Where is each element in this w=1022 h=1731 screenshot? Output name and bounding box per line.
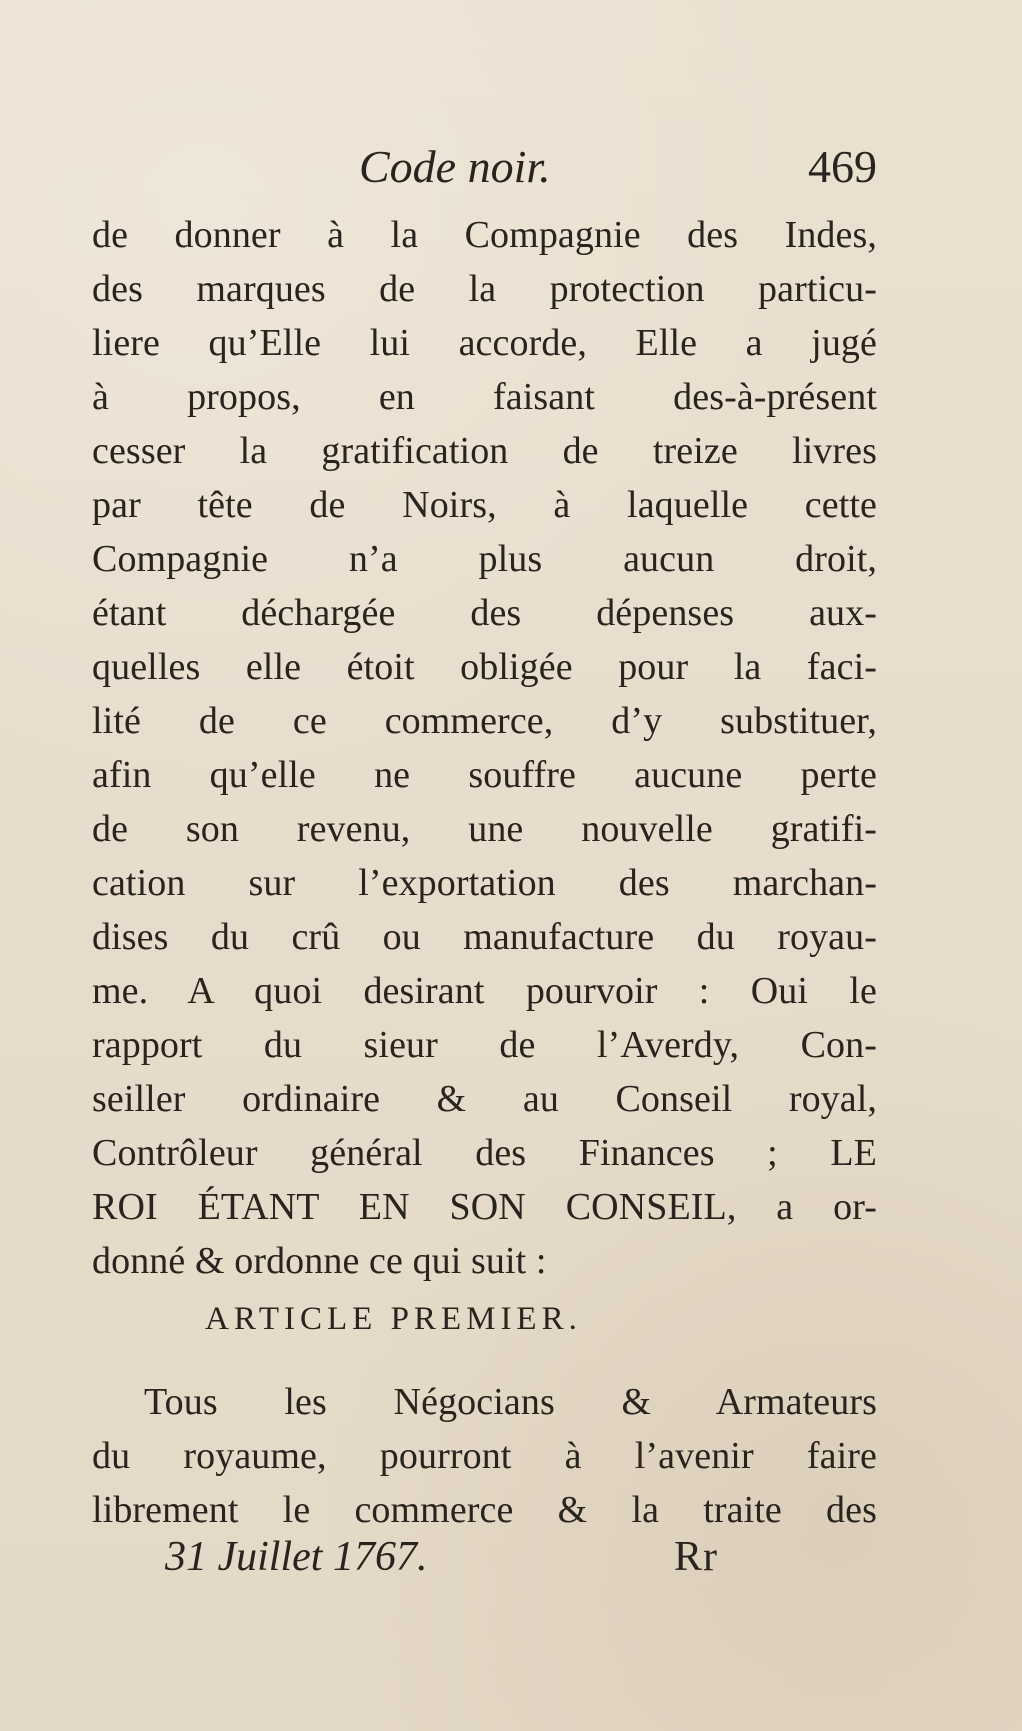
body-text <box>92 208 877 1288</box>
text-line: par tête de Noirs, à laquelle cette <box>92 484 877 526</box>
running-title: Code noir. <box>359 141 551 192</box>
running-head <box>92 140 877 200</box>
text-line: dises du crû ou manufacture du royau- <box>92 916 877 958</box>
article-text <box>92 1375 877 1537</box>
text-line: quelles elle étoit obligée pour la faci- <box>92 646 877 688</box>
article-line: librement le commerce & la traite des <box>92 1489 877 1531</box>
text-line: Compagnie n’a plus aucun droit, <box>92 538 877 580</box>
text-line: de donner à la Compagnie des Indes, <box>92 214 877 256</box>
text-line: étant déchargée des dépenses aux- <box>92 592 877 634</box>
page-footer <box>165 1533 735 1593</box>
article-line: Tous les Négocians & Armateurs <box>144 1381 877 1423</box>
text-line: des marques de la protection particu- <box>92 268 877 310</box>
text-line: rapport du sieur de l’Averdy, Con- <box>92 1024 877 1066</box>
text-line: me. A quoi desirant pourvoir : Oui le <box>92 970 877 1012</box>
footer-signature: Rr <box>674 1534 718 1580</box>
article-heading: ARTICLE PREMIER. <box>205 1301 582 1337</box>
text-line: lité de ce commerce, d’y substituer, <box>92 700 877 742</box>
text-line: à propos, en faisant des-à-présent <box>92 376 877 418</box>
text-line: Contrôleur général des Finances ; LE <box>92 1132 877 1174</box>
text-line: ROI ÉTANT EN SON CONSEIL, a or- <box>92 1186 877 1228</box>
page-number: 469 <box>808 141 877 192</box>
text-line: cesser la gratification de treize livres <box>92 430 877 472</box>
text-line: afin qu’elle ne souffre aucune perte <box>92 754 877 796</box>
text-line: donné & ordonne ce qui suit : <box>92 1240 547 1282</box>
text-line: liere qu’Elle lui accorde, Elle a jugé <box>92 322 877 364</box>
text-line: de son revenu, une nouvelle gratifi- <box>92 808 877 850</box>
text-line: seiller ordinaire & au Conseil royal, <box>92 1078 877 1120</box>
footer-date: 31 Juillet 1767. <box>165 1534 428 1580</box>
article-line: du royaume, pourront à l’avenir faire <box>92 1435 877 1477</box>
text-line: cation sur l’exportation des marchan- <box>92 862 877 904</box>
